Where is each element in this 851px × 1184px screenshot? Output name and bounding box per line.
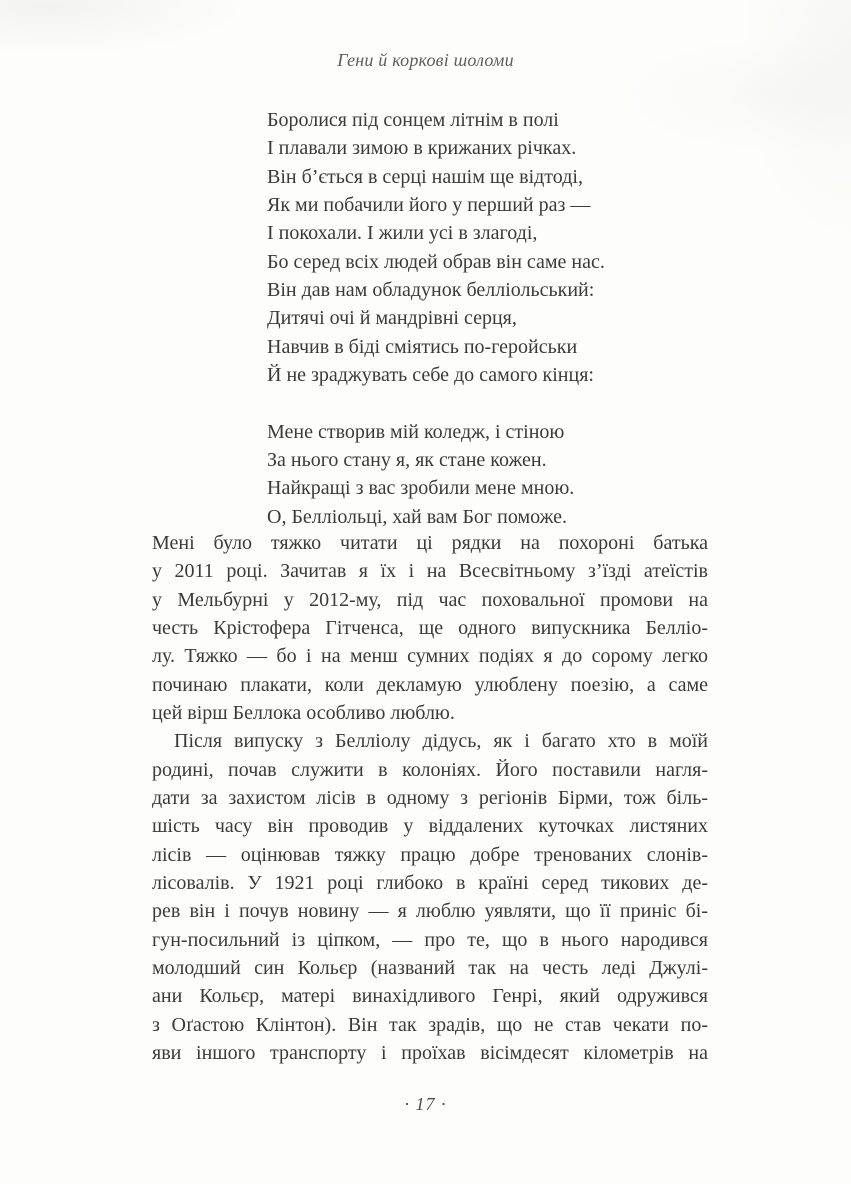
- poem-stanza-2: [267, 418, 605, 531]
- poem-line: Найкращі з вас зробили мене мною.: [267, 477, 575, 500]
- body-line: родині, почав служити в колоніях. Його поставили нагля-: [152, 758, 708, 781]
- poem-stanza-1: [267, 106, 605, 389]
- paragraph-1: [152, 529, 708, 727]
- body-line: лісів — оцінював тяжку працю добре тренованих слонів-: [152, 843, 708, 866]
- poem-line: Мене створив мій коледж, і стіною: [267, 420, 565, 443]
- body-line: ани Кольєр, матері винахідливого Генрі, який одружився: [152, 985, 708, 1008]
- poem-line: І покохали. І жили усі в злагоді,: [267, 222, 538, 245]
- poem-line: За нього стану я, як стане кожен.: [267, 449, 547, 472]
- poem-line: Навчив в біді сміятись по-геройськи: [267, 335, 578, 358]
- poem-line: О, Белліольці, хай вам Бог поможе.: [267, 505, 568, 528]
- paragraph-2: [152, 727, 708, 1067]
- body-line: шість часу він проводив у віддалених куточках листяних: [152, 815, 708, 838]
- poem-line: Дитячі очі й мандрівні серця,: [267, 307, 517, 330]
- body-line: з Оґастою Клінтон). Він так зрадів, що не став чекати по-: [152, 1013, 708, 1036]
- poem-block: [267, 106, 605, 531]
- poem-line: І плавали зимою в крижаних річках.: [267, 137, 577, 160]
- body-text: [152, 529, 708, 1067]
- poem-line: Й не зраджувать себе до самого кінця:: [267, 364, 594, 387]
- body-line: рев він і почув новину — я люблю уявляти, що її приніс бі-: [152, 900, 708, 923]
- body-line: у Мельбурні у 2012-му, під час поховальної промови на: [152, 588, 708, 611]
- body-line: дати за захистом лісів в одному з регіонів Бірми, тож біль-: [152, 786, 708, 809]
- body-line: гун-посильний із ціпком, — про те, що в нього народився: [152, 928, 708, 951]
- poem-line: Він б’ється в серці нашім ще відтоді,: [267, 165, 583, 188]
- body-line: лісовалів. У 1921 році глибоко в країні серед тикових де-: [152, 871, 708, 894]
- body-line: молодший син Кольєр (названий так на честь леді Джулі-: [152, 956, 708, 979]
- body-line: Мені було тяжко читати ці рядки на похороні батька: [152, 532, 708, 554]
- page-number: · 17 ·: [404, 1094, 447, 1114]
- body-line: починаю плакати, коли декламую улюблену поезію, а саме: [152, 673, 708, 696]
- poem-line: Бо серед всіх людей обрав він саме нас.: [267, 250, 605, 273]
- running-head: Гени й коркові шоломи: [337, 50, 514, 70]
- poem-line: Він дав нам обладунок белліольський:: [267, 279, 595, 302]
- body-line: у 2011 році. Зачитав я їх і на Всесвітньому з’їзді атеїстів: [152, 560, 708, 583]
- poem-line: Як ми побачили його у перший раз —: [267, 194, 591, 217]
- body-line: лу. Тяжко — бо і на менш сумних подіях я до сорому легко: [152, 645, 708, 668]
- body-line: Після випуску з Белліолу дідусь, як і багато хто в моїй: [174, 730, 708, 753]
- poem-line: Боролися під сонцем літнім в полі: [267, 109, 559, 131]
- body-line: честь Крістофера Гітченса, ще одного випускника Белліо-: [152, 616, 708, 639]
- body-line: цей вірш Беллока особливо люблю.: [152, 701, 455, 724]
- body-line: яви іншого транспорту і проїхав вісімдесят кілометрів на: [152, 1041, 708, 1064]
